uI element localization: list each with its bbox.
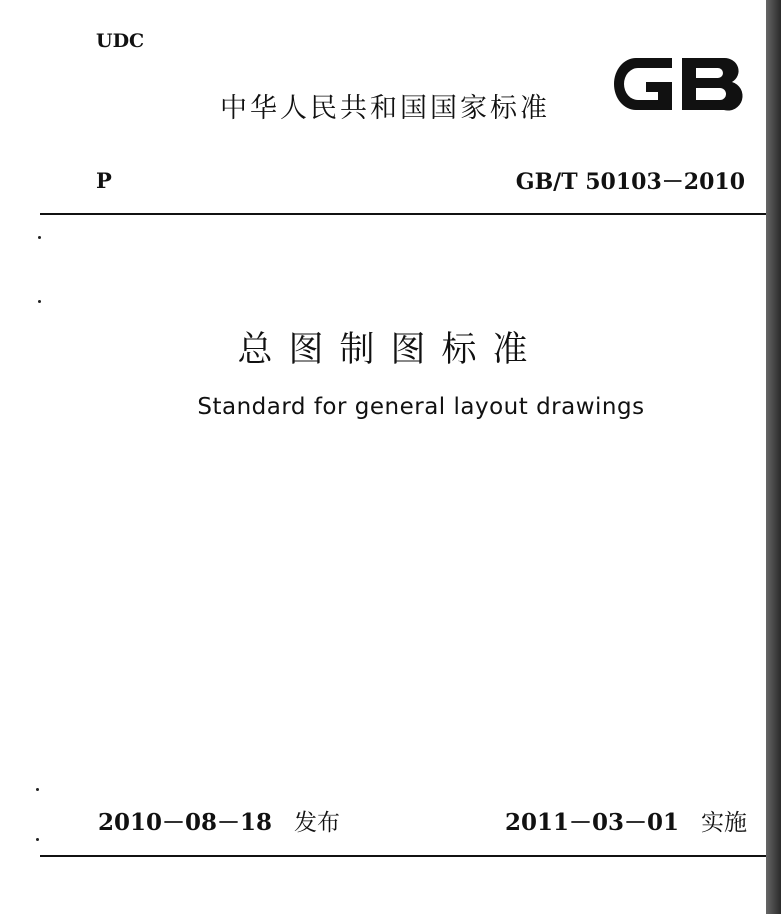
classification-code: P (96, 168, 112, 193)
implement-date: 2011－03－01 (504, 809, 679, 836)
standard-number: GB/T 50103－2010 (515, 169, 745, 195)
scan-speck (36, 838, 39, 841)
issue-date-line (98, 804, 340, 837)
implement-label: 实施 (701, 810, 747, 836)
issue-label: 发布 (294, 810, 341, 836)
title-chinese: 总图制图标准 (237, 330, 544, 370)
udc-label: UDC (96, 30, 145, 52)
title-english: Standard for general layout drawings (197, 394, 645, 420)
implement-date-line (505, 804, 747, 837)
scan-speck (38, 236, 41, 239)
page-edge-shadow (766, 0, 781, 914)
issue-date: 2010－08－18 (98, 809, 273, 836)
footer-divider (40, 855, 766, 857)
country-standard-heading: 中华人民共和国国家标准 (220, 93, 550, 124)
scan-speck (36, 788, 39, 791)
gb-logo (610, 50, 748, 118)
header-divider (40, 213, 766, 215)
scan-speck (38, 300, 41, 303)
